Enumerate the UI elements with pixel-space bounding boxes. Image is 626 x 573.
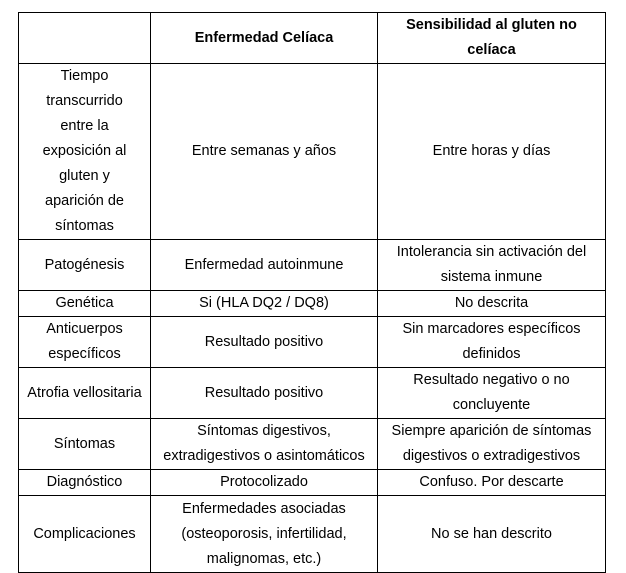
table-row bbox=[19, 368, 606, 419]
row-label: Diagnóstico bbox=[19, 470, 151, 496]
row-label: Complicaciones bbox=[19, 496, 151, 573]
sensitivity-cell: Intolerancia sin activación del sistema inmune bbox=[378, 240, 606, 291]
celiac-cell: Resultado positivo bbox=[151, 317, 378, 368]
sensitivity-cell: Sin marcadores específicos definidos bbox=[378, 317, 606, 368]
row-label: Anticuerpos específicos bbox=[19, 317, 151, 368]
table-row bbox=[19, 64, 606, 240]
table-row bbox=[19, 496, 606, 573]
sensitivity-cell: Siempre aparición de síntomas digestivos o extradigestivos bbox=[378, 419, 606, 470]
row-label: Patogénesis bbox=[19, 240, 151, 291]
header-corner-cell bbox=[19, 13, 151, 64]
celiac-cell: Si (HLA DQ2 / DQ8) bbox=[151, 291, 378, 317]
header-gluten-sensitivity: Sensibilidad al gluten no celíaca bbox=[378, 13, 606, 64]
row-label: Genética bbox=[19, 291, 151, 317]
header-celiac-disease: Enfermedad Celíaca bbox=[151, 13, 378, 64]
table-row bbox=[19, 317, 606, 368]
sensitivity-cell: No descrita bbox=[378, 291, 606, 317]
sensitivity-cell: No se han descrito bbox=[378, 496, 606, 573]
table-row bbox=[19, 291, 606, 317]
table-row bbox=[19, 419, 606, 470]
row-label: Tiempo transcurrido entre la exposición al gluten y aparición de síntomas bbox=[19, 64, 151, 240]
comparison-table bbox=[18, 12, 606, 573]
row-label: Síntomas bbox=[19, 419, 151, 470]
table-row bbox=[19, 470, 606, 496]
celiac-cell: Enfermedades asociadas (osteoporosis, infertilidad, malignomas, etc.) bbox=[151, 496, 378, 573]
row-label: Atrofia vellositaria bbox=[19, 368, 151, 419]
celiac-cell: Resultado positivo bbox=[151, 368, 378, 419]
celiac-cell: Enfermedad autoinmune bbox=[151, 240, 378, 291]
table-row bbox=[19, 240, 606, 291]
celiac-cell: Entre semanas y años bbox=[151, 64, 378, 240]
sensitivity-cell: Entre horas y días bbox=[378, 64, 606, 240]
celiac-cell: Protocolizado bbox=[151, 470, 378, 496]
sensitivity-cell: Resultado negativo o no concluyente bbox=[378, 368, 606, 419]
header-row bbox=[19, 13, 606, 64]
sensitivity-cell: Confuso. Por descarte bbox=[378, 470, 606, 496]
celiac-cell: Síntomas digestivos, extradigestivos o asintomáticos bbox=[151, 419, 378, 470]
